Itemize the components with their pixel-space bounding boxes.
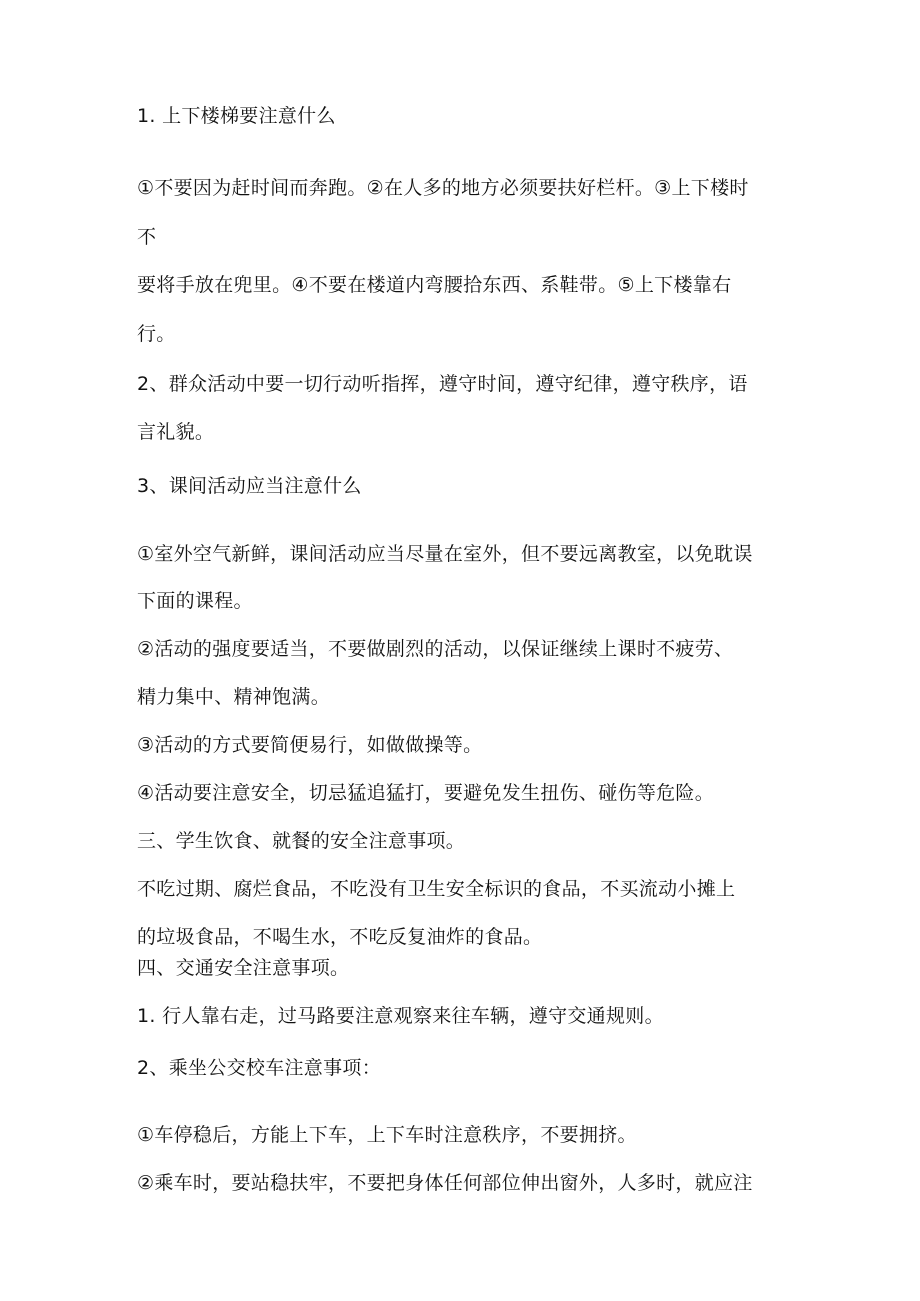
paragraph-line: ①车停稳后，方能上下车，上下车时注意秩序，不要拥挤。 [137,1124,637,1146]
paragraph-line: 要将手放在兜里。④不要在楼道内弯腰拾东西、系鞋带。⑤上下楼靠右 [137,274,732,296]
paragraph-line: ①室外空气新鲜，课间活动应当尽量在室外，但不要远离教室，以免耽误 [137,543,753,565]
paragraph-line: 2、群众活动中要一切行动听指挥，遵守时间，遵守纪律，遵守秩序，语 [137,373,748,395]
paragraph-line: 言礼貌。 [137,421,215,443]
paragraph-line: 不吃过期、腐烂食品，不吃没有卫生安全标识的食品，不买流动小摊上 [137,878,736,900]
heading-bus-safety: 2、乘坐公交校车注意事项： [137,1057,381,1079]
paragraph-line: 精力集中、精神饱满。 [137,686,331,708]
heading-stairs-safety: 1. 上下楼梯要注意什么 [137,105,336,127]
paragraph-line: 行。 [137,323,176,345]
heading-break-activities: 3、课间活动应当注意什么 [137,475,362,497]
paragraph-line: ②乘车时，要站稳扶牢，不要把身体任何部位伸出窗外，人多时，就应注 [137,1172,753,1194]
paragraph-line: ①不要因为赶时间而奔跑。②在人多的地方必须要扶好栏杆。③上下楼时 [137,177,749,199]
heading-traffic-safety: 四、交通安全注意事项。 [137,957,350,979]
paragraph-line: 下面的课程。 [137,590,253,612]
paragraph-line: 1. 行人靠右走，过马路要注意观察来往车辆，遵守交通规则。 [137,1005,664,1027]
heading-food-safety: 三、学生饮食、就餐的安全注意事项。 [137,830,466,852]
paragraph-line: 不 [137,226,157,248]
paragraph-line: ③活动的方式要简便易行，如做做操等。 [137,734,483,756]
paragraph-line: ④活动要注意安全，切忌猛追猛打，要避免发生扭伤、碰伤等危险。 [137,782,715,804]
paragraph-line: ②活动的强度要适当，不要做剧烈的活动，以保证继续上课时不疲劳、 [137,638,734,660]
paragraph-line: 的垃圾食品，不喝生水，不吃反复油炸的食品。 [137,926,543,948]
